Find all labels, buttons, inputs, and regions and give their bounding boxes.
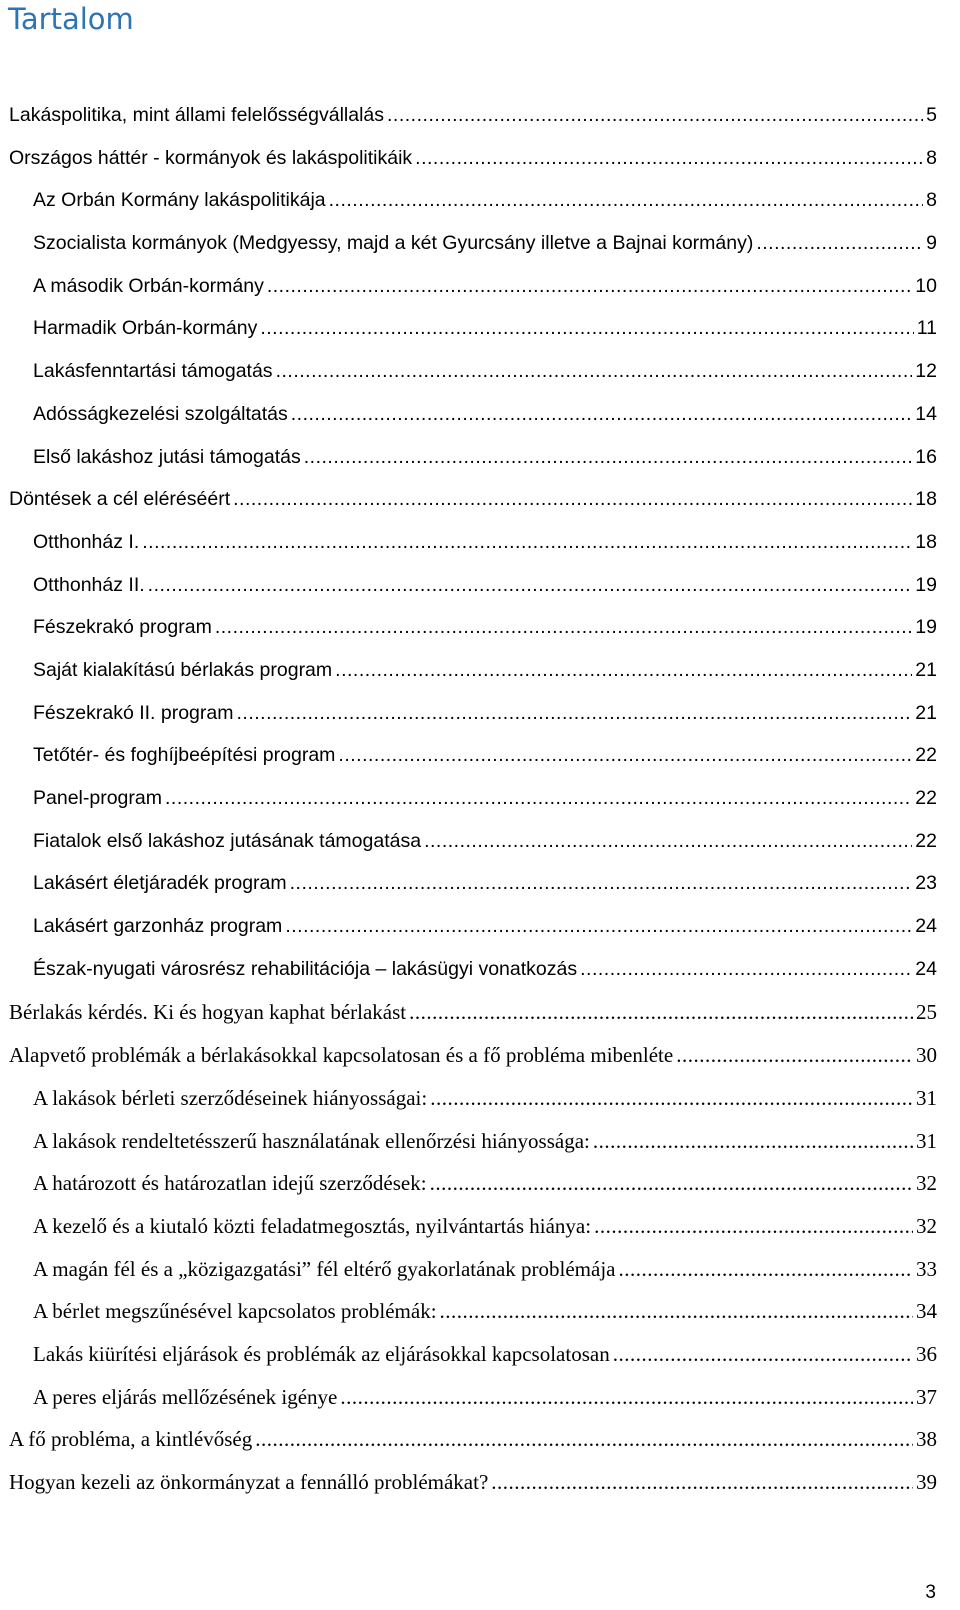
toc-entry-label[interactable]: A magán fél és a „közigazgatási” fél eltérő gyakorlatának problémája — [33, 1256, 616, 1281]
toc-dot-leader — [276, 360, 913, 383]
toc-entry-page-number[interactable]: 11 — [916, 317, 937, 340]
toc-entry-label[interactable]: A második Orbán-kormány — [33, 274, 264, 297]
toc-dot-leader — [285, 915, 912, 938]
toc-entry[interactable] — [0, 787, 960, 830]
toc-entry[interactable] — [0, 488, 960, 531]
toc-entry-page-number[interactable]: 21 — [915, 658, 937, 681]
toc-entry[interactable] — [0, 744, 960, 787]
toc-entry-label[interactable]: Hogyan kezeli az önkormányzat a fennálló problémákat? — [9, 1470, 489, 1494]
toc-entry-label[interactable]: Lakásfenntartási támogatás — [33, 360, 273, 383]
toc-entry[interactable] — [0, 830, 960, 873]
toc-entry-label[interactable]: Lakásért garzonház program — [33, 915, 283, 938]
toc-dot-leader — [594, 1214, 913, 1239]
toc-dot-leader — [255, 1427, 913, 1452]
toc-entry[interactable] — [0, 659, 960, 702]
toc-dot-leader — [440, 1299, 913, 1324]
toc-entry[interactable] — [0, 1299, 960, 1342]
toc-dot-leader — [236, 702, 912, 725]
toc-entry-page-number[interactable]: 25 — [916, 1000, 937, 1025]
toc-entry-page-number[interactable]: 22 — [915, 744, 937, 767]
table-of-contents — [0, 104, 960, 1513]
toc-entry-page-number[interactable]: 32 — [916, 1213, 937, 1238]
toc-entry-page-number[interactable]: 19 — [915, 616, 937, 639]
toc-dot-leader — [613, 1342, 913, 1367]
toc-dot-leader — [290, 872, 913, 895]
toc-entry-label[interactable]: A lakások rendeltetésszerű használatának ellenőrzési hiányossága: — [33, 1128, 590, 1153]
toc-entry[interactable] — [0, 147, 960, 190]
toc-dot-leader — [415, 147, 923, 170]
toc-entry[interactable] — [0, 531, 960, 574]
toc-dot-leader — [165, 787, 912, 810]
toc-dot-leader — [329, 189, 924, 212]
toc-entry-page-number[interactable]: 21 — [915, 701, 937, 724]
toc-entry-label[interactable]: A bérlet megszűnésével kapcsolatos problémák: — [33, 1299, 437, 1324]
toc-entry-label[interactable]: Fészekrakó program — [33, 616, 212, 639]
toc-entry-page-number[interactable]: 22 — [915, 829, 937, 852]
toc-dot-leader — [409, 1000, 913, 1025]
toc-dot-leader — [267, 275, 912, 298]
toc-entry[interactable] — [0, 317, 960, 360]
toc-entry-label[interactable]: Panel-program — [33, 787, 162, 809]
toc-dot-leader — [233, 488, 912, 511]
toc-entry-page-number[interactable]: 10 — [915, 274, 937, 297]
toc-entry[interactable] — [0, 1470, 960, 1513]
toc-entry-label[interactable]: Lakásért életjáradék program — [33, 872, 287, 895]
toc-entry-page-number[interactable]: 39 — [916, 1470, 937, 1494]
toc-entry-label[interactable]: A fő probléma, a kintlévőség — [9, 1427, 253, 1452]
toc-entry-label[interactable]: Lakás kiürítési eljárások és problémák az eljárásokkal kapcsolatosan — [33, 1341, 610, 1366]
toc-entry[interactable] — [0, 1427, 960, 1470]
toc-entry-label[interactable]: Fiatalok első lakáshoz jutásának támogatása — [33, 829, 422, 852]
toc-entry[interactable] — [0, 360, 960, 403]
toc-entry[interactable] — [0, 1385, 960, 1428]
toc-entry-label[interactable]: Otthonház I. — [33, 530, 140, 553]
toc-entry-label[interactable]: A határozott és határozatlan idejű szerződések: — [33, 1171, 427, 1196]
toc-entry-label[interactable]: Bérlakás kérdés. Ki és hogyan kaphat bérlakást — [9, 1000, 407, 1025]
toc-entry-label[interactable]: Fészekrakó II. program — [33, 701, 234, 724]
toc-entry-label[interactable]: A lakások bérleti szerződéseinek hiányosságai: — [33, 1085, 428, 1110]
toc-entry-label[interactable]: Alapvető problémák a bérlakásokkal kapcsolatosan és a fő probléma mibenléte — [9, 1043, 674, 1068]
toc-dot-leader — [676, 1043, 913, 1068]
toc-entry-page-number[interactable]: 8 — [926, 189, 937, 212]
toc-entry-page-number[interactable]: 5 — [926, 104, 937, 126]
toc-entry-page-number[interactable]: 23 — [915, 872, 937, 895]
toc-entry-page-number[interactable]: 31 — [916, 1128, 937, 1153]
toc-entry[interactable] — [0, 702, 960, 745]
toc-dot-leader — [335, 659, 912, 682]
toc-dot-leader — [580, 958, 912, 981]
toc-entry-label[interactable]: A kezelő és a kiutaló közti feladatmegosztás, nyilvántartás hiánya: — [33, 1213, 592, 1238]
toc-entry-label[interactable]: Otthonház II. — [33, 573, 145, 596]
toc-entry-page-number[interactable]: 14 — [915, 402, 937, 425]
toc-entry-label[interactable]: Első lakáshoz jutási támogatás — [33, 445, 301, 468]
toc-entry-label[interactable]: Az Orbán Kormány lakáspolitikája — [33, 189, 326, 212]
toc-entry-page-number[interactable]: 24 — [915, 915, 937, 938]
toc-entry[interactable] — [0, 1129, 960, 1172]
toc-entry-page-number[interactable]: 34 — [916, 1299, 937, 1324]
toc-entry-label[interactable]: Harmadik Orbán-kormány — [33, 317, 258, 340]
toc-dot-leader — [756, 232, 923, 255]
toc-entry[interactable] — [0, 1086, 960, 1129]
toc-entry[interactable] — [0, 1214, 960, 1257]
toc-entry-page-number[interactable]: 19 — [915, 573, 937, 596]
toc-entry[interactable] — [0, 915, 960, 958]
toc-dot-leader — [304, 446, 913, 469]
toc-dot-leader — [430, 1086, 913, 1111]
toc-dot-leader — [291, 403, 913, 426]
toc-dot-leader — [260, 317, 913, 340]
toc-entry-page-number[interactable]: 22 — [915, 787, 937, 809]
toc-entry[interactable] — [0, 403, 960, 446]
toc-entry-label[interactable]: Lakáspolitika, mint állami felelősségvállalás — [9, 104, 385, 126]
toc-dot-leader — [430, 1171, 913, 1196]
toc-entry-label[interactable]: Észak-nyugati városrész rehabilitációja – lakásügyi vonatkozás — [33, 957, 578, 980]
toc-entry-page-number[interactable]: 31 — [916, 1085, 937, 1110]
toc-dot-leader — [491, 1470, 913, 1495]
toc-title: Tartalom — [8, 2, 134, 36]
toc-entry-page-number[interactable]: 16 — [915, 445, 937, 468]
toc-dot-leader — [424, 830, 912, 853]
toc-entry[interactable] — [0, 446, 960, 489]
toc-dot-leader — [618, 1257, 913, 1282]
toc-entry-page-number[interactable]: 36 — [916, 1341, 937, 1366]
toc-entry-page-number[interactable]: 32 — [916, 1171, 937, 1196]
toc-entry[interactable] — [0, 1257, 960, 1300]
toc-entry-page-number[interactable]: 18 — [915, 488, 937, 511]
toc-entry-label[interactable]: Adósságkezelési szolgáltatás — [33, 402, 288, 425]
toc-dot-leader — [340, 1385, 913, 1410]
toc-entry[interactable] — [0, 872, 960, 915]
toc-entry[interactable] — [0, 958, 960, 1001]
toc-entry-page-number[interactable]: 30 — [916, 1043, 937, 1068]
toc-entry[interactable] — [0, 1342, 960, 1385]
toc-entry-label[interactable]: A peres eljárás mellőzésének igénye — [33, 1384, 338, 1409]
toc-entry[interactable] — [0, 616, 960, 659]
toc-entry[interactable] — [0, 275, 960, 318]
toc-entry-label[interactable]: Szocialista kormányok (Medgyessy, majd a két Gyurcsány illetve a Bajnai kormány) — [33, 232, 754, 255]
toc-entry[interactable] — [0, 232, 960, 275]
toc-entry-page-number[interactable]: 9 — [926, 232, 937, 255]
toc-entry-page-number[interactable]: 38 — [916, 1427, 937, 1452]
toc-dot-leader — [215, 616, 912, 639]
toc-entry[interactable] — [0, 574, 960, 617]
toc-entry-label[interactable]: Saját kialakítású bérlakás program — [33, 658, 333, 681]
toc-entry[interactable] — [0, 1000, 960, 1043]
toc-entry-label[interactable]: Országos háttér - kormányok és lakáspolitikáik — [9, 146, 413, 169]
toc-entry-page-number[interactable]: 33 — [916, 1256, 937, 1281]
toc-entry-page-number[interactable]: 8 — [926, 146, 937, 169]
toc-entry-label[interactable]: Döntések a cél eléréséért — [9, 488, 231, 511]
toc-entry[interactable] — [0, 1171, 960, 1214]
toc-entry[interactable] — [0, 189, 960, 232]
toc-entry-page-number[interactable]: 12 — [915, 360, 937, 383]
toc-entry[interactable] — [0, 104, 960, 147]
page-number: 3 — [925, 1582, 936, 1603]
toc-entry-page-number[interactable]: 24 — [915, 957, 937, 980]
toc-dot-leader — [387, 104, 923, 127]
toc-dot-leader — [148, 574, 913, 597]
toc-dot-leader — [142, 531, 912, 554]
toc-entry-page-number[interactable]: 18 — [915, 530, 937, 553]
toc-entry-page-number[interactable]: 37 — [916, 1384, 937, 1409]
toc-dot-leader — [338, 744, 912, 767]
toc-entry[interactable] — [0, 1043, 960, 1086]
toc-dot-leader — [593, 1129, 913, 1154]
toc-entry-label[interactable]: Tetőtér- és foghíjbeépítési program — [33, 744, 336, 767]
